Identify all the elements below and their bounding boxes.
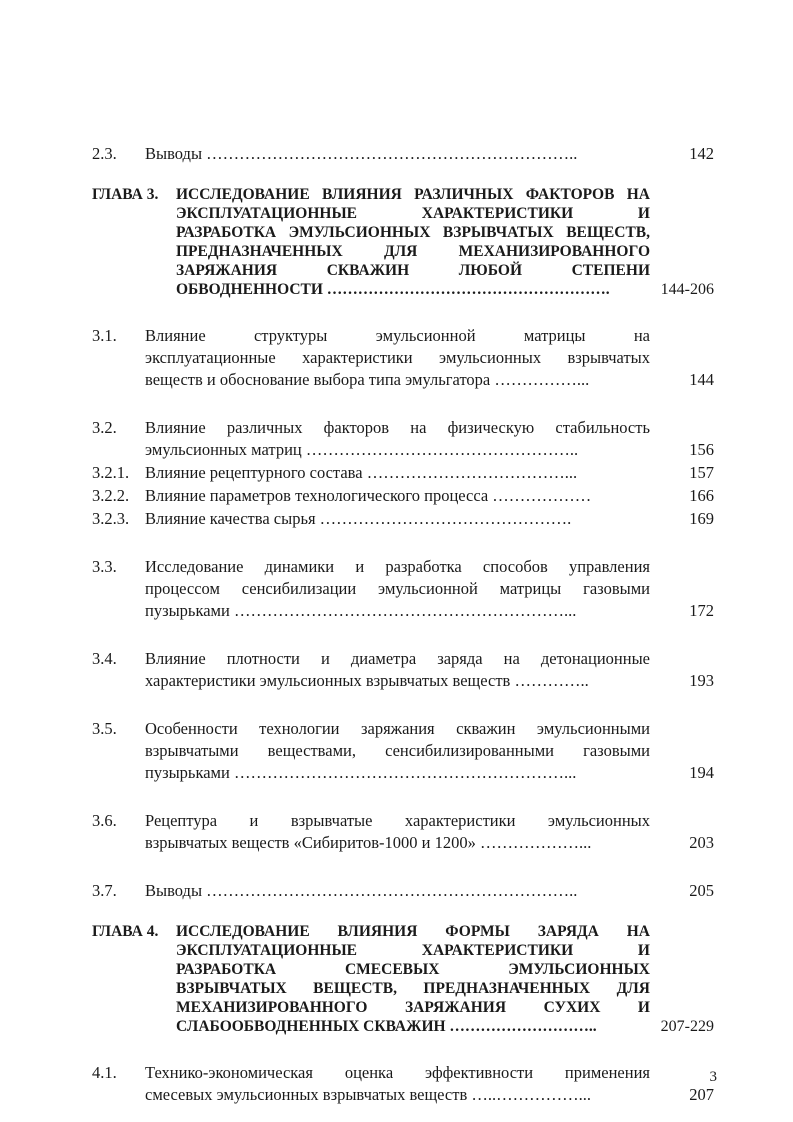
toc-title-line: характеристики эмульсионных взрывчатых веществ ………….. bbox=[145, 671, 589, 690]
chapter-number: ГЛАВА 4. bbox=[92, 923, 159, 940]
toc-number: 3.1. bbox=[92, 326, 117, 345]
toc-title-line: пузырьками ……………………………………………………... bbox=[145, 763, 577, 782]
toc-entry-3-5 bbox=[92, 718, 714, 784]
toc-number: 2.3. bbox=[92, 144, 117, 163]
toc-page: 144 bbox=[689, 370, 714, 389]
toc-page: 205 bbox=[689, 881, 714, 900]
toc-title-line: Технико-экономическая оценка эффективности применения bbox=[145, 1063, 650, 1082]
toc-title: Выводы ………………………………………………………….. bbox=[145, 144, 578, 163]
toc-title-line: эксплуатационные характеристики эмульсионных взрывчатых bbox=[145, 348, 650, 367]
toc-number: 3.2.2. bbox=[92, 486, 130, 505]
toc-entry-3-3 bbox=[92, 556, 714, 622]
toc-number: 3.7. bbox=[92, 881, 117, 900]
toc-page: 207 bbox=[689, 1085, 714, 1104]
toc-page: 144-206 bbox=[660, 281, 714, 298]
chapter-title-line: ПРЕДНАЗНАЧЕННЫХ ДЛЯ МЕХАНИЗИРОВАННОГО bbox=[176, 243, 650, 260]
chapter-title-line: ВЗРЫВЧАТЫХ ВЕЩЕСТВ, ПРЕДНАЗНАЧЕННЫХ ДЛЯ bbox=[176, 980, 650, 997]
toc-page: 156 bbox=[689, 440, 714, 459]
toc-chapter-3 bbox=[92, 185, 714, 299]
toc-number: 3.4. bbox=[92, 649, 117, 668]
toc-title: Выводы ………………………………………………………….. bbox=[145, 881, 578, 900]
page-number: 3 bbox=[709, 1069, 717, 1085]
toc-page: 169 bbox=[689, 509, 714, 528]
toc-entry-2-3 bbox=[92, 143, 714, 165]
toc-page: 203 bbox=[689, 833, 714, 852]
toc-number: 3.5. bbox=[92, 719, 117, 738]
toc-title-line: Влияние плотности и диаметра заряда на детонационные bbox=[145, 649, 650, 668]
toc-number: 4.1. bbox=[92, 1063, 117, 1082]
toc-number: 3.6. bbox=[92, 811, 117, 830]
table-of-contents bbox=[92, 143, 714, 1106]
toc-page: 157 bbox=[689, 463, 714, 482]
chapter-title-line: ЗАРЯЖАНИЯ СКВАЖИН ЛЮБОЙ СТЕПЕНИ bbox=[176, 262, 650, 279]
toc-page: 193 bbox=[689, 671, 714, 690]
toc-entry-4-1 bbox=[92, 1062, 714, 1106]
toc-chapter-4 bbox=[92, 922, 714, 1036]
toc-entry-3-2-3 bbox=[92, 507, 714, 530]
chapter-title-line: СЛАБООБВОДНЕННЫХ СКВАЖИН ……………………….. bbox=[176, 1018, 597, 1035]
toc-title: Влияние параметров технологического процесса ……………… bbox=[145, 486, 592, 505]
toc-page: 142 bbox=[689, 144, 714, 163]
toc-title-line: веществ и обоснование выбора типа эмульгатора ……………... bbox=[145, 370, 590, 389]
chapter-number: ГЛАВА 3. bbox=[92, 186, 159, 203]
toc-title-line: Рецептура и взрывчатые характеристики эмульсионных bbox=[145, 811, 650, 830]
toc-entry-3-2 bbox=[92, 417, 714, 461]
toc-title-line: смесевых эмульсионных взрывчатых веществ …..……………... bbox=[145, 1085, 591, 1104]
chapter-title-line: ЭКСПЛУАТАЦИОННЫЕ ХАРАКТЕРИСТИКИ И bbox=[176, 942, 650, 959]
toc-title-line: Влияние различных факторов на физическую стабильность bbox=[145, 418, 650, 437]
chapter-title-line: ОБВОДНЕННОСТИ ………………………………………………. bbox=[176, 281, 610, 298]
chapter-title-line: ИССЛЕДОВАНИЕ ВЛИЯНИЯ РАЗЛИЧНЫХ ФАКТОРОВ НА bbox=[176, 186, 650, 203]
toc-title-line: Исследование динамики и разработка способов управления bbox=[145, 557, 650, 576]
toc-title-line: Влияние структуры эмульсионной матрицы на bbox=[145, 326, 650, 345]
toc-page: 194 bbox=[689, 763, 714, 782]
chapter-title-line: РАЗРАБОТКА СМЕСЕВЫХ ЭМУЛЬСИОННЫХ bbox=[176, 961, 650, 978]
toc-page: 172 bbox=[689, 601, 714, 620]
toc-entry-3-4 bbox=[92, 648, 714, 692]
toc-entry-3-2-2 bbox=[92, 484, 714, 507]
toc-entry-3-6 bbox=[92, 810, 714, 854]
toc-number: 3.2.1. bbox=[92, 463, 130, 482]
toc-page: 207-229 bbox=[660, 1018, 714, 1035]
chapter-title-line: МЕХАНИЗИРОВАННОГО ЗАРЯЖАНИЯ СУХИХ И bbox=[176, 999, 650, 1016]
toc-title-line: взрывчатых веществ «Сибиритов-1000 и 1200» ………………... bbox=[145, 833, 592, 852]
toc-entry-3-2-1 bbox=[92, 461, 714, 484]
toc-entry-3-1 bbox=[92, 325, 714, 391]
toc-title-line: пузырьками ……………………………………………………... bbox=[145, 601, 577, 620]
toc-entry-3-7 bbox=[92, 880, 714, 902]
toc-title-line: эмульсионных матриц ………………………………………….. bbox=[145, 440, 579, 459]
chapter-title-line: РАЗРАБОТКА ЭМУЛЬСИОННЫХ ВЗРЫВЧАТЫХ ВЕЩЕСТВ, bbox=[176, 224, 650, 241]
toc-number: 3.2. bbox=[92, 418, 117, 437]
toc-page: 166 bbox=[689, 486, 714, 505]
toc-title-line: взрывчатыми веществами, сенсибилизированными газовыми bbox=[145, 741, 650, 760]
chapter-title-line: ИССЛЕДОВАНИЕ ВЛИЯНИЯ ФОРМЫ ЗАРЯДА НА bbox=[176, 923, 650, 940]
toc-title-line: процессом сенсибилизации эмульсионной матрицы газовыми bbox=[145, 579, 650, 598]
chapter-title-line: ЭКСПЛУАТАЦИОННЫЕ ХАРАКТЕРИСТИКИ И bbox=[176, 205, 650, 222]
toc-number: 3.2.3. bbox=[92, 509, 130, 528]
toc-title: Влияние рецептурного состава ………………………………... bbox=[145, 463, 578, 482]
toc-number: 3.3. bbox=[92, 557, 117, 576]
toc-title: Влияние качества сырья ………………………………………. bbox=[145, 509, 572, 528]
toc-title-line: Особенности технологии заряжания скважин эмульсионными bbox=[145, 719, 650, 738]
